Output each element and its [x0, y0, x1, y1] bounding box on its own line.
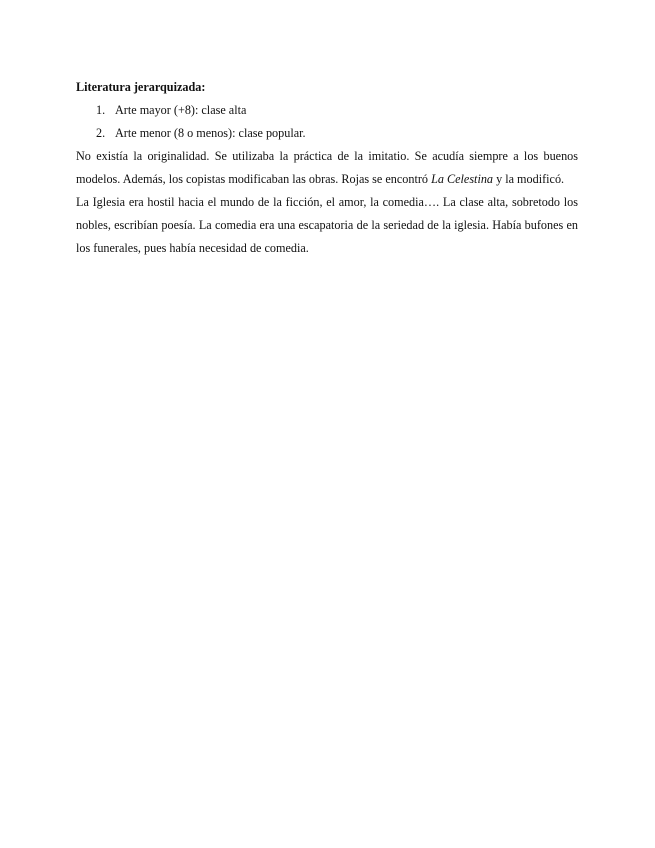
paragraph-church: La Iglesia era hostil hacia el mundo de la ficción, el amor, la comedia…. La clase alta, sobretodo los nobles, escribían poesía. La comedia era una escapatoria de la seriedad de la iglesia. Había bufones en los funerales, pues había necesidad de comedia.	[76, 195, 578, 255]
list-item	[76, 99, 578, 122]
list-item-text: Arte mayor (+8): clase alta	[115, 103, 247, 117]
list-item-text: Arte menor (8 o menos): clase popular.	[115, 126, 306, 140]
paragraph-originality	[76, 145, 578, 191]
list-item	[76, 122, 578, 145]
numbered-list	[76, 99, 578, 145]
section-heading: Literatura jerarquizada:	[76, 80, 206, 94]
paragraph-text: y la modificó.	[493, 172, 565, 186]
document-body	[76, 76, 578, 260]
paragraph-text: No existía la originalidad. Se utilizaba la práctica de la imitatio. Se acudía siempre a los buenos modelos. Además, los copistas modificaban las obras. Rojas se encontró	[76, 149, 578, 186]
work-title: La Celestina	[431, 172, 494, 186]
list-item-number: 2.	[96, 126, 106, 140]
list-item-number: 1.	[96, 103, 106, 117]
